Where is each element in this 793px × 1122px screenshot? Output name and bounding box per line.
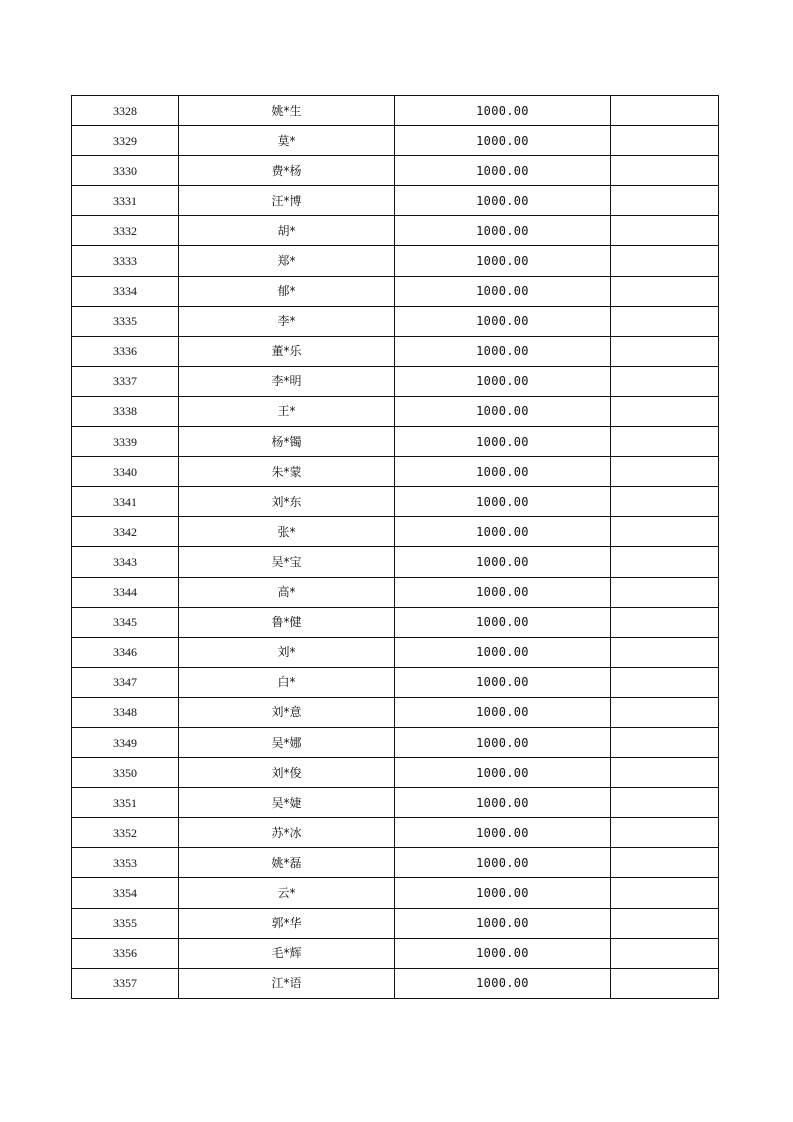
table-row bbox=[72, 908, 719, 938]
note-cell bbox=[611, 96, 719, 126]
table-row bbox=[72, 577, 719, 607]
note-cell bbox=[611, 156, 719, 186]
note-cell bbox=[611, 246, 719, 276]
amount-cell: 1000.00 bbox=[395, 938, 611, 968]
name-cell: 刘*意 bbox=[179, 697, 395, 727]
row-number-cell: 3335 bbox=[72, 306, 179, 336]
amount-cell: 1000.00 bbox=[395, 487, 611, 517]
note-cell bbox=[611, 908, 719, 938]
note-cell bbox=[611, 396, 719, 426]
note-cell bbox=[611, 968, 719, 998]
amount-cell: 1000.00 bbox=[395, 96, 611, 126]
note-cell bbox=[611, 517, 719, 547]
table-row bbox=[72, 938, 719, 968]
row-number-cell: 3352 bbox=[72, 818, 179, 848]
amount-cell: 1000.00 bbox=[395, 968, 611, 998]
name-cell: 李* bbox=[179, 306, 395, 336]
amount-cell: 1000.00 bbox=[395, 727, 611, 757]
row-number-cell: 3334 bbox=[72, 276, 179, 306]
name-cell: 吴*娜 bbox=[179, 727, 395, 757]
row-number-cell: 3341 bbox=[72, 487, 179, 517]
amount-cell: 1000.00 bbox=[395, 878, 611, 908]
row-number-cell: 3340 bbox=[72, 457, 179, 487]
row-number-cell: 3348 bbox=[72, 697, 179, 727]
row-number-cell: 3339 bbox=[72, 427, 179, 457]
table-row bbox=[72, 216, 719, 246]
name-cell: 高* bbox=[179, 577, 395, 607]
name-cell: 莫* bbox=[179, 126, 395, 156]
row-number-cell: 3347 bbox=[72, 667, 179, 697]
name-cell: 朱*蒙 bbox=[179, 457, 395, 487]
name-cell: 鲁*健 bbox=[179, 607, 395, 637]
note-cell bbox=[611, 727, 719, 757]
table-row bbox=[72, 607, 719, 637]
table-row bbox=[72, 667, 719, 697]
name-cell: 郑* bbox=[179, 246, 395, 276]
note-cell bbox=[611, 487, 719, 517]
table-row bbox=[72, 96, 719, 126]
table-row bbox=[72, 336, 719, 366]
name-cell: 张* bbox=[179, 517, 395, 547]
name-cell: 苏*冰 bbox=[179, 818, 395, 848]
name-cell: 胡* bbox=[179, 216, 395, 246]
table-row bbox=[72, 637, 719, 667]
table-row bbox=[72, 457, 719, 487]
name-cell: 毛*辉 bbox=[179, 938, 395, 968]
amount-cell: 1000.00 bbox=[395, 427, 611, 457]
row-number-cell: 3328 bbox=[72, 96, 179, 126]
note-cell bbox=[611, 457, 719, 487]
table-row bbox=[72, 818, 719, 848]
name-cell: 王* bbox=[179, 396, 395, 426]
name-cell: 费*杨 bbox=[179, 156, 395, 186]
name-cell: 郁* bbox=[179, 276, 395, 306]
note-cell bbox=[611, 547, 719, 577]
note-cell bbox=[611, 697, 719, 727]
row-number-cell: 3353 bbox=[72, 848, 179, 878]
amount-cell: 1000.00 bbox=[395, 788, 611, 818]
note-cell bbox=[611, 306, 719, 336]
row-number-cell: 3333 bbox=[72, 246, 179, 276]
name-cell: 刘*东 bbox=[179, 487, 395, 517]
amount-cell: 1000.00 bbox=[395, 547, 611, 577]
note-cell bbox=[611, 427, 719, 457]
amount-cell: 1000.00 bbox=[395, 306, 611, 336]
table-row bbox=[72, 126, 719, 156]
row-number-cell: 3357 bbox=[72, 968, 179, 998]
amount-cell: 1000.00 bbox=[395, 637, 611, 667]
note-cell bbox=[611, 848, 719, 878]
table-row bbox=[72, 547, 719, 577]
amount-cell: 1000.00 bbox=[395, 667, 611, 697]
name-cell: 白* bbox=[179, 667, 395, 697]
name-cell: 汪*博 bbox=[179, 186, 395, 216]
table-row bbox=[72, 276, 719, 306]
table-row bbox=[72, 788, 719, 818]
table-row bbox=[72, 878, 719, 908]
note-cell bbox=[611, 938, 719, 968]
amount-cell: 1000.00 bbox=[395, 186, 611, 216]
amount-cell: 1000.00 bbox=[395, 517, 611, 547]
name-cell: 云* bbox=[179, 878, 395, 908]
table-row bbox=[72, 366, 719, 396]
amount-cell: 1000.00 bbox=[395, 577, 611, 607]
name-cell: 吴*婕 bbox=[179, 788, 395, 818]
name-cell: 郭*华 bbox=[179, 908, 395, 938]
row-number-cell: 3345 bbox=[72, 607, 179, 637]
note-cell bbox=[611, 336, 719, 366]
amount-cell: 1000.00 bbox=[395, 607, 611, 637]
table-row bbox=[72, 968, 719, 998]
note-cell bbox=[611, 607, 719, 637]
row-number-cell: 3343 bbox=[72, 547, 179, 577]
row-number-cell: 3331 bbox=[72, 186, 179, 216]
note-cell bbox=[611, 186, 719, 216]
row-number-cell: 3342 bbox=[72, 517, 179, 547]
row-number-cell: 3330 bbox=[72, 156, 179, 186]
note-cell bbox=[611, 667, 719, 697]
table-row bbox=[72, 758, 719, 788]
note-cell bbox=[611, 878, 719, 908]
amount-cell: 1000.00 bbox=[395, 457, 611, 487]
amount-cell: 1000.00 bbox=[395, 818, 611, 848]
amount-cell: 1000.00 bbox=[395, 216, 611, 246]
note-cell bbox=[611, 788, 719, 818]
table-row bbox=[72, 848, 719, 878]
table-row bbox=[72, 306, 719, 336]
table-row bbox=[72, 697, 719, 727]
name-cell: 江*语 bbox=[179, 968, 395, 998]
table-row bbox=[72, 727, 719, 757]
table-body bbox=[72, 96, 719, 999]
note-cell bbox=[611, 577, 719, 607]
amount-cell: 1000.00 bbox=[395, 156, 611, 186]
note-cell bbox=[611, 216, 719, 246]
name-cell: 姚*磊 bbox=[179, 848, 395, 878]
name-cell: 刘* bbox=[179, 637, 395, 667]
amount-cell: 1000.00 bbox=[395, 697, 611, 727]
row-number-cell: 3338 bbox=[72, 396, 179, 426]
name-cell: 李*明 bbox=[179, 366, 395, 396]
name-cell: 刘*俊 bbox=[179, 758, 395, 788]
table-row bbox=[72, 487, 719, 517]
amount-cell: 1000.00 bbox=[395, 276, 611, 306]
row-number-cell: 3351 bbox=[72, 788, 179, 818]
row-number-cell: 3350 bbox=[72, 758, 179, 788]
row-number-cell: 3336 bbox=[72, 336, 179, 366]
amount-cell: 1000.00 bbox=[395, 848, 611, 878]
note-cell bbox=[611, 818, 719, 848]
table-row bbox=[72, 156, 719, 186]
amount-cell: 1000.00 bbox=[395, 336, 611, 366]
row-number-cell: 3337 bbox=[72, 366, 179, 396]
row-number-cell: 3355 bbox=[72, 908, 179, 938]
note-cell bbox=[611, 366, 719, 396]
table-row bbox=[72, 396, 719, 426]
table-row bbox=[72, 427, 719, 457]
name-cell: 杨*镯 bbox=[179, 427, 395, 457]
row-number-cell: 3329 bbox=[72, 126, 179, 156]
amount-cell: 1000.00 bbox=[395, 126, 611, 156]
name-cell: 姚*生 bbox=[179, 96, 395, 126]
note-cell bbox=[611, 637, 719, 667]
amount-cell: 1000.00 bbox=[395, 246, 611, 276]
name-cell: 吴*宝 bbox=[179, 547, 395, 577]
row-number-cell: 3344 bbox=[72, 577, 179, 607]
name-cell: 董*乐 bbox=[179, 336, 395, 366]
row-number-cell: 3332 bbox=[72, 216, 179, 246]
table-row bbox=[72, 517, 719, 547]
amount-cell: 1000.00 bbox=[395, 366, 611, 396]
amount-cell: 1000.00 bbox=[395, 908, 611, 938]
row-number-cell: 3354 bbox=[72, 878, 179, 908]
row-number-cell: 3349 bbox=[72, 727, 179, 757]
row-number-cell: 3356 bbox=[72, 938, 179, 968]
table-row bbox=[72, 186, 719, 216]
amount-cell: 1000.00 bbox=[395, 396, 611, 426]
note-cell bbox=[611, 276, 719, 306]
note-cell bbox=[611, 126, 719, 156]
row-number-cell: 3346 bbox=[72, 637, 179, 667]
amount-cell: 1000.00 bbox=[395, 758, 611, 788]
table-row bbox=[72, 246, 719, 276]
note-cell bbox=[611, 758, 719, 788]
payment-roster-table bbox=[71, 95, 719, 999]
